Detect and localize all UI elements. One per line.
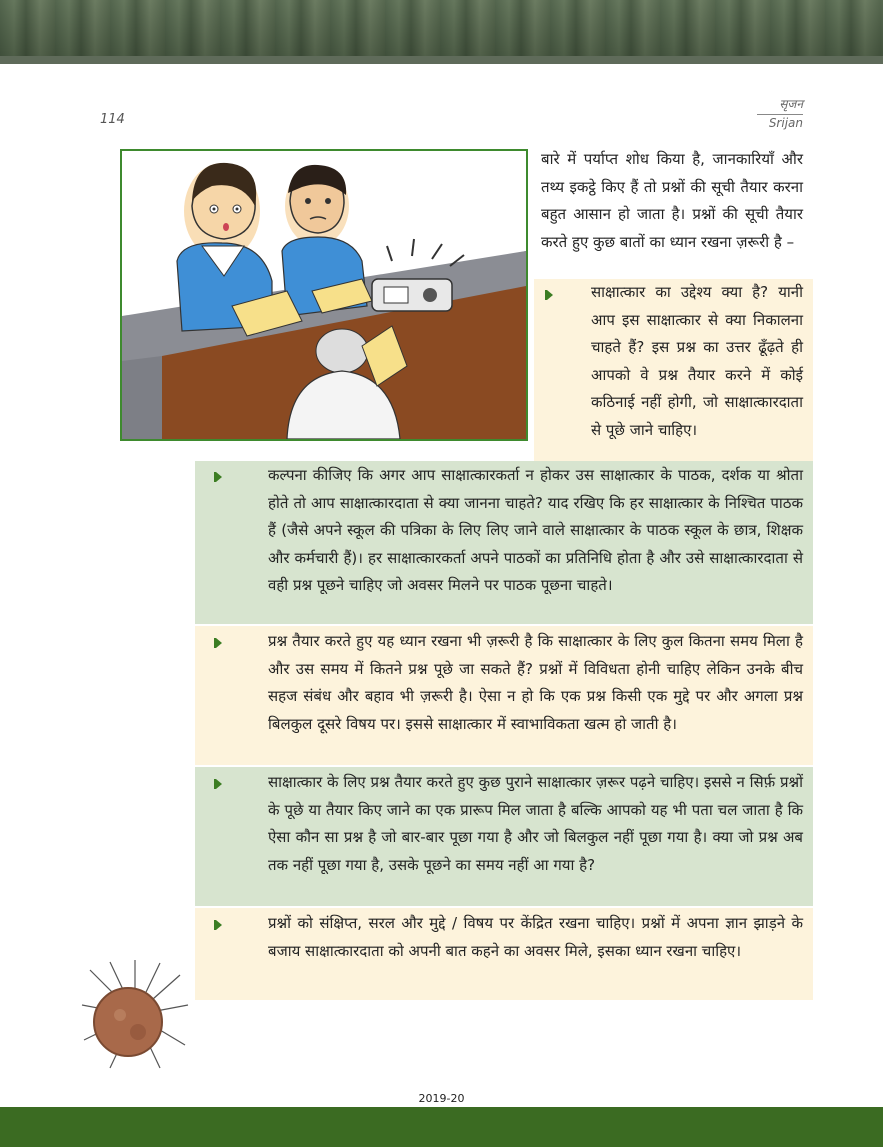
footer-band <box>0 1107 883 1147</box>
book-title <box>757 96 803 132</box>
interview-cartoon <box>122 151 526 439</box>
bullet-text-purpose: साक्षात्कार का उद्देश्य क्या है? यानी आप इस साक्षात्कार से क्या निकालना चाहते हैं? इस प्रश्न का उत्तर ढूँढ़ते ही आपको वे प्रश्न तैयार करने में कोई कठिनाई नहीं होगी, जो साक्षात्कारदाता से पूछे जाने चाहिए। <box>591 283 803 439</box>
footer-year: 2019-20 <box>418 1092 465 1105</box>
book-title-english: Srijan <box>768 116 803 130</box>
page-number: 114 <box>100 112 125 127</box>
interview-illustration <box>120 149 528 441</box>
bullet-arrow-icon <box>216 779 222 789</box>
bullet-arrow-icon <box>216 472 222 482</box>
bullet-text-time-planning: प्रश्न तैयार करते हुए यह ध्यान रखना भी ज़रूरी है कि साक्षात्कार के लिए कुल कितना समय मिला है और उस समय में कितने प्रश्न पूछे जा सकते हैं? प्रश्नों में विविधता होनी चाहिए लेकिन उनके बीच सहज संबंध और बहाव भी ज़रूरी है। ऐसा न हो कि एक प्रश्न किसी एक मुद्दे पर और अगला प्रश्न बिलकुल दूसरे विषय पर। इससे साक्षात्कार में स्वाभाविकता खत्म हो जाती है। <box>268 632 803 733</box>
bullet-arrow-icon <box>216 920 222 930</box>
bullet-arrow-icon <box>216 638 222 648</box>
bullet-text-old-interviews: साक्षात्कार के लिए प्रश्न तैयार करते हुए कुछ पुराने साक्षात्कार ज़रूर पढ़ने चाहिए। इससे न सिर्फ़ प्रश्नों के पूछे या तैयार किए जाने का एक प्रारूप मिल जाता है बल्कि आपको यह भी पता चल जाता है कि ऐसा कौन सा प्रश्न है जो बार-बार पूछा गया है और जो बिलकुल नहीं पूछा गया है। क्या जो प्रश्न अब तक नहीं पूछा गया है, उसके पूछने का समय नहीं आ गया है? <box>268 773 803 874</box>
bullet-text-reader-perspective: कल्पना कीजिए कि अगर आप साक्षात्कारकर्ता न होकर उस साक्षात्कार के पाठक, दर्शक या श्रोता होते तो आप साक्षात्कारदाता से क्या जानना चाहते? याद रखिए कि हर साक्षात्कार के निश्चित पाठक हैं (जैसे अपने स्कूल की पत्रिका के लिए लिए जाने वाले साक्षात्कार के पाठक स्कूल के छात्र, शिक्षक और कर्मचारी हैं)। हर साक्षात्कारकर्ता अपने पाठकों का प्रतिनिधि होता है और उसे साक्षात्कारदाता से वही प्रश्न पूछने चाहिए जो अवसर मिलने पर पाठक पूछना चाहते। <box>268 466 803 594</box>
decorative-top-banner <box>0 0 883 64</box>
decorative-sun-emblem <box>80 960 190 1070</box>
bullet-text-concise-questions: प्रश्नों को संक्षिप्त, सरल और मुद्दे / विषय पर केंद्रित रखना चाहिए। प्रश्नों में अपना ज्ञान झाड़ने के बजाय साक्षात्कारदाता को अपनी बात कहने का अवसर मिले, इसका ध्यान रखना चाहिए। <box>268 914 803 960</box>
bullet-arrow-icon <box>547 290 553 300</box>
book-title-hindi: सृजन <box>779 97 803 111</box>
intro-paragraph: बारे में पर्याप्त शोध किया है, जानकारियाँ और तथ्य इकट्ठे किए हैं तो प्रश्नों की सूची तैयार करना बहुत आसान हो जाता है। प्रश्नों की सूची तैयार करते हुए कुछ बातों का ध्यान रखना ज़रूरी है – <box>541 150 803 251</box>
